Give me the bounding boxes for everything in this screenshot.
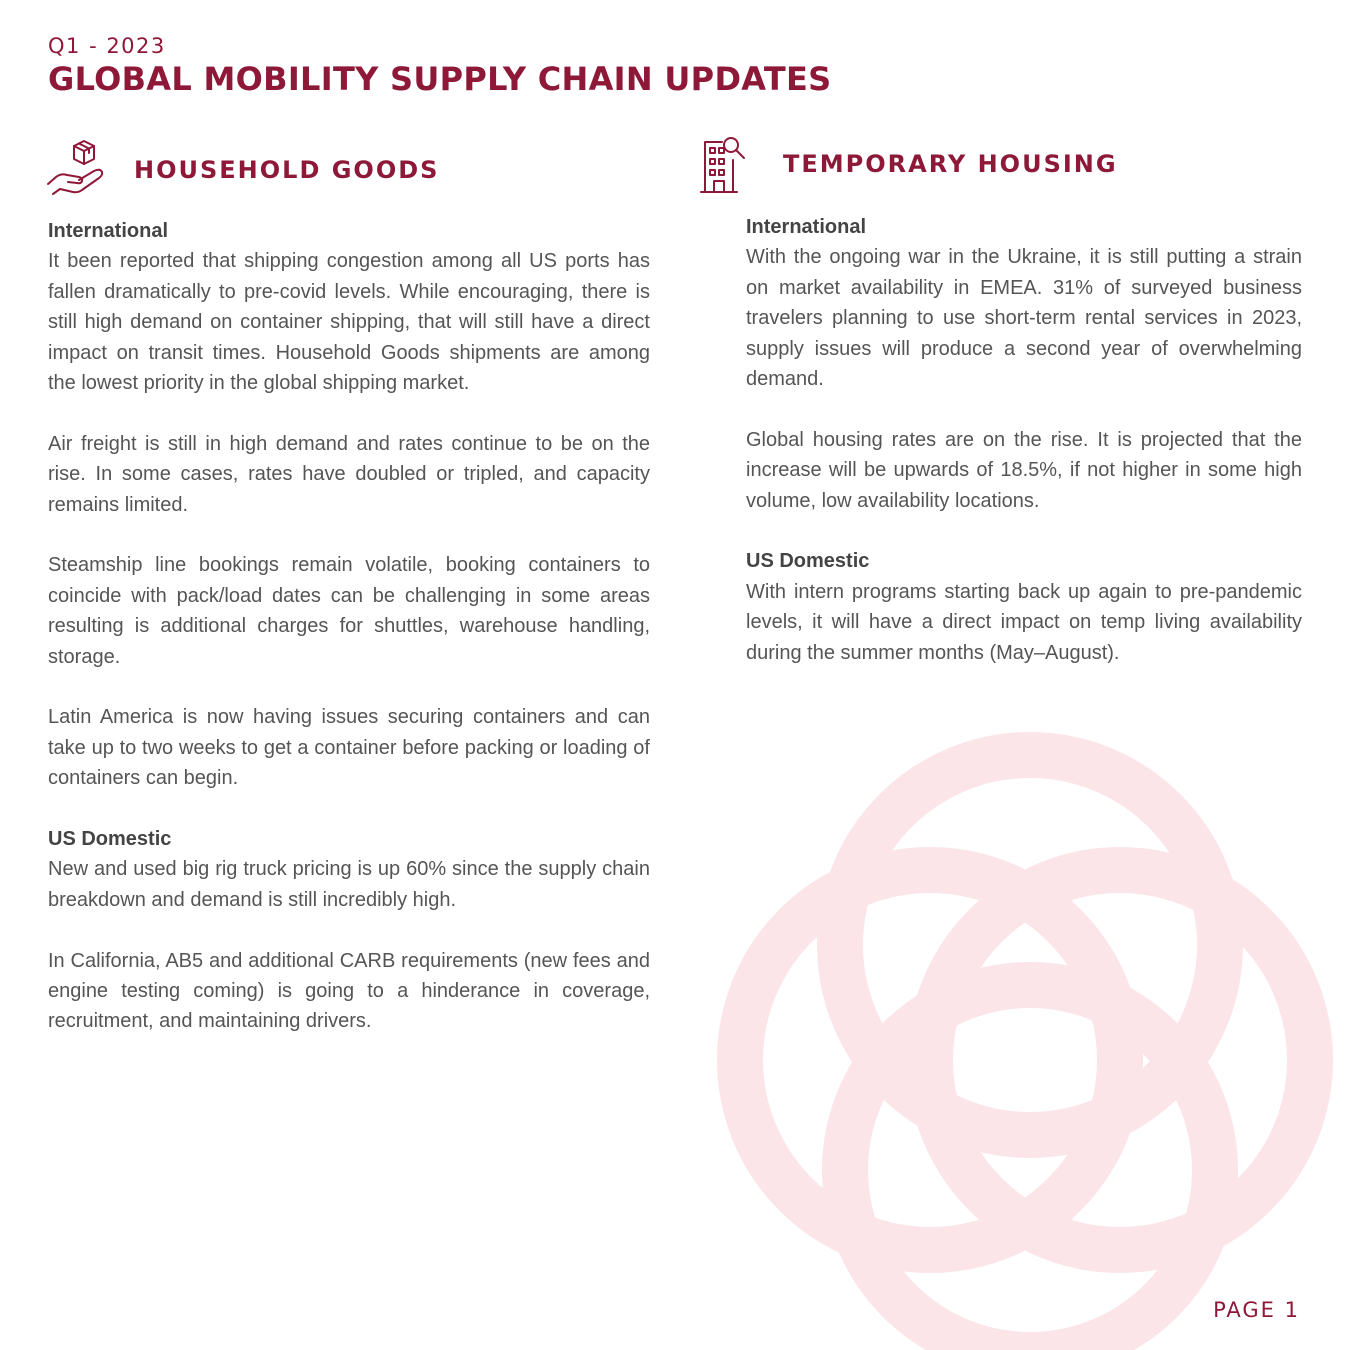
household-international-paragraph: Steamship line bookings remain volatile, booking containers to coincide with pack/load dates can be challenging in some areas resulting is additional charges for shuttles, warehouse handling, storage. (48, 554, 650, 668)
knot-logo-watermark (700, 700, 1350, 1350)
page-title: GLOBAL MOBILITY SUPPLY CHAIN UPDATES (48, 60, 832, 98)
temporary-housing-title: TEMPORARY HOUSING (783, 150, 1118, 178)
household-goods-section (48, 216, 650, 1067)
housing-domestic-paragraph: With intern programs starting back up again to pre-pandemic levels, it will have a direct impact on temp living availability during the summer months (May–August). (746, 580, 1302, 664)
housing-international-paragraph: With the ongoing war in the Ukraine, it is still putting a strain on market availability in EMEA. 31% of surveyed business travelers planning to use short-term rental services in 2023, supply issues will produce a second year of overwhelming demand. (746, 246, 1302, 391)
housing-international-paragraph: Global housing rates are on the rise. It is projected that the increase will be upwards of 18.5%, if not higher in some high volume, low availability locations. (746, 428, 1302, 512)
household-domestic-paragraph: In California, AB5 and additional CARB requirements (new fees and engine testing coming) is going to a hinderance in coverage, recruitment, and maintaining drivers. (48, 949, 650, 1033)
household-international-paragraph: Air freight is still in high demand and rates continue to be on the rise. In some cases, rates have doubled or tripled, and capacity remains limited. (48, 432, 650, 516)
household-goods-title: HOUSEHOLD GOODS (134, 156, 440, 184)
hand-holding-box-icon (46, 140, 106, 200)
housing-domestic-heading: US Domestic (746, 550, 870, 573)
household-international-paragraph: Latin America is now having issues securing containers and can take up to two weeks to get a container before packing or loading of containers can begin. (48, 706, 650, 790)
household-international-heading: International (48, 220, 169, 242)
household-domestic-heading: US Domestic (48, 828, 172, 851)
temporary-housing-section (746, 212, 1302, 698)
building-search-icon (700, 134, 748, 194)
housing-international-heading: International (746, 216, 867, 238)
household-domestic-paragraph: New and used big rig truck pricing is up 60% since the supply chain breakdown and demand is still incredibly high. (48, 858, 650, 911)
household-international-paragraph: It been reported that shipping congestion among all US ports has fallen dramatically to pre-covid levels. While encouraging, there is still high demand on container shipping, that will still have a direct impact on transit times. Household Goods shipments are among the lowest priority in the global shipping market. (48, 250, 650, 395)
report-period: Q1 - 2023 (48, 34, 166, 58)
page-number: PAGE 1 (1213, 1298, 1300, 1322)
